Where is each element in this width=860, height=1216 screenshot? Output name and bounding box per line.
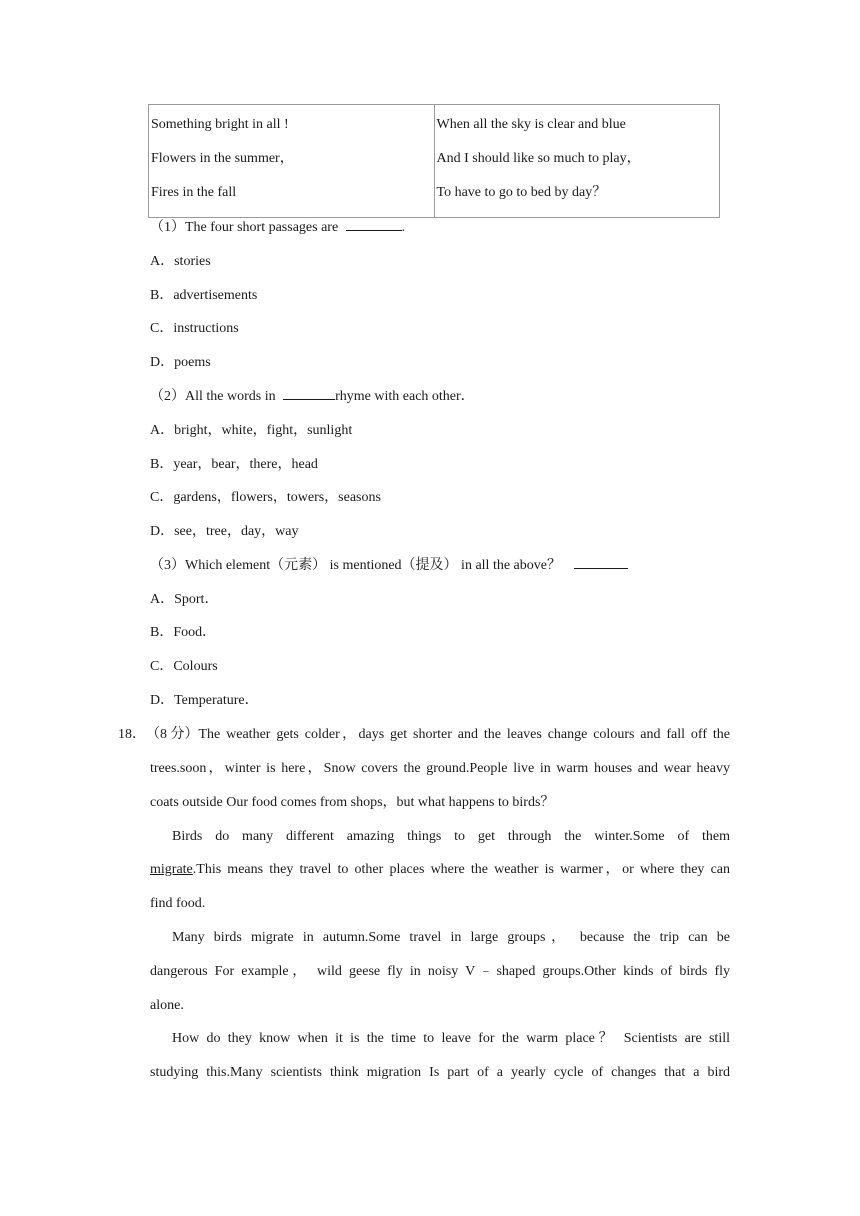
passage-line: alone. [150,998,184,1013]
option-c: C．instructions [150,321,239,336]
option-c: C．gardens，flowers，towers，seasons [150,490,381,505]
poem-line: When all the sky is clear and blue [436,117,626,132]
question-2 [150,387,475,407]
question-3 [150,556,628,576]
question-score: （8 分） [146,727,199,742]
passage-line [150,860,730,880]
poem-line: Fires in the fall [151,185,237,200]
option-a: A．stories [150,254,211,269]
question-number: 18． [118,727,146,742]
option-a: A．bright，white，fight，sunlight [150,423,353,438]
question-1-suffix: . [401,220,406,235]
poem-table [148,104,720,218]
passage-line: The weather gets colder，days get shorter and the leaves change colours and fall off the [198,727,730,742]
question-2-suffix: rhyme with each other． [335,389,475,404]
question-1-stem: （1）The four short passages are [150,220,339,235]
option-d: D．see，tree，day，way [150,524,299,539]
option-d: D．Temperature． [150,693,259,708]
poem-line: To have to go to bed by day？ [436,185,607,200]
question-18-first-line [118,725,730,745]
passage-line: Many birds migrate in autumn.Some travel in large groups， because the trip can be [172,930,730,945]
answer-blank [574,568,628,569]
option-d: D．poems [150,355,211,370]
option-b: B．year，bear，there，head [150,457,318,472]
passage-line: find food. [150,896,206,911]
passage-line: coats outside Our food comes from shops，but what happens to birds？ [150,795,555,810]
option-b: B．Food． [150,625,217,640]
passage-line: trees.soon，winter is here，Snow covers the ground.People live in warm houses and wear heavy [150,761,730,776]
passage-line: dangerous For example， wild geese fly in noisy V﹣shaped groups.Other kinds of birds fly [150,964,730,979]
poem-line: Flowers in the summer， [151,151,294,166]
option-a: A．Sport． [150,592,219,607]
poem-cell-right [434,105,720,218]
option-c: C．Colours [150,659,218,674]
passage-line: studying this.Many scientists think migration Is part of a yearly cycle of changes that a bird [150,1065,730,1080]
passage-text: .This means they travel to other places where the weather is warmer，or where they can [192,862,730,877]
poem-line: And I should like so much to play， [436,151,641,166]
question-2-stem: （2）All the words in [150,389,276,404]
passage-line: Birds do many different amazing things to get through the winter.Some of them [172,829,730,844]
passage-line: How do they know when it is the time to leave for the warm place？ Scientists are still [172,1031,730,1046]
option-b: B．advertisements [150,288,258,303]
answer-blank [283,399,335,400]
poem-cell-left [149,105,435,218]
underlined-word-migrate: migrate [150,862,193,877]
question-3-stem: （3）Which element（元素） is mentioned（提及） in all the above？ [150,558,561,573]
question-1 [150,218,405,238]
poem-line: Something bright in all ! [151,117,289,132]
answer-blank [346,230,402,231]
